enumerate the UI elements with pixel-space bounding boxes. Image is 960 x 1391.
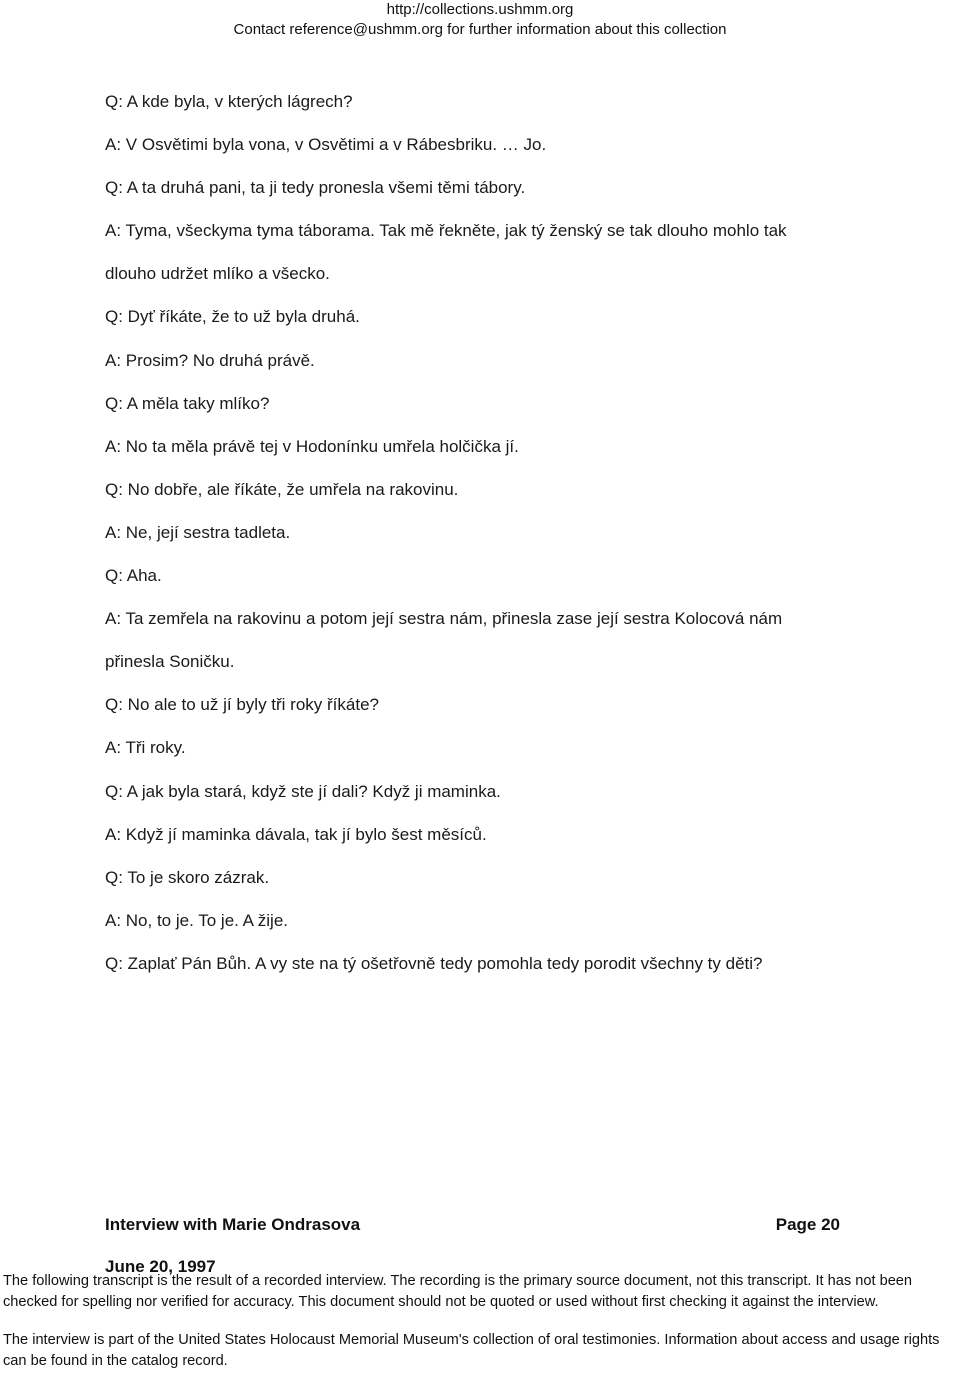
transcript-line: Q: Aha. (105, 566, 162, 586)
disclaimer-transcript-note: The following transcript is the result of a recorded interview. The recording is the primary source document, not this transcript. It has not been checked for spelling nor verified for accuracy. This document should not be quoted or used without first checking it against the interview. (3, 1273, 913, 1310)
transcript-line: A: Ta zemřela na rakovinu a potom její sestra nám, přinesla zase její sestra Kolocová nám (105, 609, 783, 629)
collection-header (0, 0, 960, 40)
interview-title: Interview with Marie Ondrasova (105, 1215, 361, 1234)
transcript-line: Q: A měla taky mlíko? (105, 393, 270, 413)
transcript-line: A: Když jí maminka dávala, tak jí bylo šest měsíců. (105, 824, 487, 844)
transcript-line: Q: No dobře, ale říkáte, že umřela na rakovinu. (105, 479, 459, 499)
disclaimer (3, 1271, 960, 1371)
transcript-line: přinesla Soničku. (105, 652, 235, 672)
transcript-line: Q: Dyť říkáte, že to už byla druhá. (105, 307, 360, 327)
transcript-body (105, 91, 865, 996)
transcript-line: Q: A kde byla, v kterých lágrech? (105, 92, 353, 111)
transcript-line: A: V Osvětimi byla vona, v Osvětimi a v Rábesbriku. … Jo. (105, 135, 547, 155)
page-number: Page 20 (775, 1215, 840, 1234)
transcript-line: A: Ne, její sestra tadleta. (105, 522, 291, 542)
transcript-line: Q: Zaplať Pán Bůh. A vy ste na tý ošetřovně tedy pomohla tedy porodit všechny ty děti? (105, 953, 763, 973)
transcript-line: Q: A jak byla stará, když ste jí dali? Když ji maminka. (105, 781, 501, 801)
transcript-line: dlouho udržet mlíko a všecko. (105, 264, 330, 284)
transcript-line: Q: No ale to už jí byly tři roky říkáte? (105, 695, 379, 715)
transcript-line: Q: To je skoro zázrak. (105, 867, 270, 887)
transcript-line: A: Tyma, všeckyma tyma táborama. Tak mě řekněte, jak tý ženský se tak dlouho mohlo tak (105, 221, 787, 241)
interview-date: June 20, 1997 (105, 1257, 216, 1276)
transcript-line: A: Prosim? No druhá právě. (105, 350, 315, 370)
contact-line: Contact reference@ushmm.org for further information about this collection (233, 21, 727, 38)
transcript-line: A: No, to je. To je. A žije. (105, 910, 289, 930)
transcript-line: Q: A ta druhá pani, ta ji tedy pronesla všemi těmi tábory. (105, 178, 526, 198)
disclaimer-collection-note: The interview is part of the United States Holocaust Memorial Museum's collection of oral testimonies. Information about access and usage rights can be found in the catalog record. (3, 1332, 940, 1369)
transcript-line: A: No ta měla právě tej v Hodonínku umřela holčička jí. (105, 436, 519, 456)
collection-url[interactable]: http://collections.ushmm.org (386, 1, 574, 18)
transcript-line: A: Tři roky. (105, 738, 186, 758)
